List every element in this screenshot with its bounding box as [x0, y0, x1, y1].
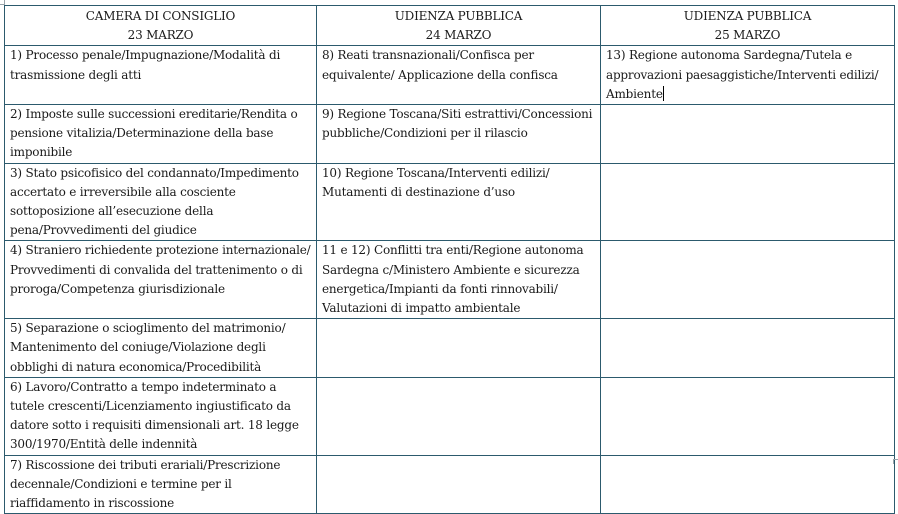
- column-title: UDIENZA PUBBLICA: [683, 9, 812, 23]
- column-title: UDIENZA PUBBLICA: [394, 9, 523, 23]
- table-cell[interactable]: [601, 241, 895, 319]
- column-date: 24 MARZO: [425, 28, 492, 43]
- cell-text: 13) Regione autonoma Sardegna/Tutela e approvazioni paesaggistiche/Interventi edilizi/ Ambiente: [606, 48, 879, 101]
- header-row: [5, 6, 895, 46]
- hearing-schedule-table: [4, 5, 895, 514]
- table-row: [5, 377, 895, 455]
- table-cell[interactable]: 3) Stato psicofisico del condannato/Impedimento accertato e irreversibile alla cosciente sottoposizione all’esecuzione della pena/Provvedimenti del giudice: [5, 163, 317, 241]
- table-cell[interactable]: 2) Imposte sulle successioni ereditarie/Rendita o pensione vitalizia/Determinazione della base imponibile: [5, 105, 317, 164]
- table-cell[interactable]: 1) Processo penale/Impugnazione/Modalità di trasmissione degli atti: [5, 46, 317, 105]
- table-cell[interactable]: 4) Straniero richiedente protezione internazionale/ Provvedimenti di convalida del trattenimento o di proroga/Competenza giurisdizionale: [5, 241, 317, 319]
- table-cell[interactable]: 8) Reati transnazionali/Confisca per equivalente/ Applicazione della confisca: [317, 46, 601, 105]
- table-cell[interactable]: [601, 319, 895, 378]
- table-cell-active[interactable]: [601, 46, 895, 105]
- column-date: 25 MARZO: [714, 28, 781, 43]
- table-resize-handle[interactable]: [893, 459, 898, 464]
- table-cell[interactable]: [601, 163, 895, 241]
- table-cell[interactable]: 5) Separazione o scioglimento del matrimonio/ Mantenimento del coniuge/Violazione degli obblighi di natura economica/Procedibilità: [5, 319, 317, 378]
- column-header-camera-di-consiglio[interactable]: [5, 6, 317, 46]
- column-header-udienza-24[interactable]: [317, 6, 601, 46]
- column-title: CAMERA DI CONSIGLIO: [85, 9, 236, 23]
- column-date: 23 MARZO: [127, 28, 194, 43]
- table-row: [5, 105, 895, 164]
- column-header-udienza-25[interactable]: [601, 6, 895, 46]
- table-cell[interactable]: [601, 105, 895, 164]
- table-cell[interactable]: 9) Regione Toscana/Siti estrattivi/Concessioni pubbliche/Condizioni per il rilascio: [317, 105, 601, 164]
- table-cell[interactable]: 10) Regione Toscana/Interventi edilizi/ Mutamenti di destinazione d’uso: [317, 163, 601, 241]
- table-row: [5, 163, 895, 241]
- table-cell[interactable]: [601, 377, 895, 455]
- table-row: [5, 46, 895, 105]
- table-cell[interactable]: 6) Lavoro/Contratto a tempo indeterminato a tutele crescenti/Licenziamento ingiustificato da datore sotto i requisiti dimensionali art. 18 legge 300/1970/Entità delle indennità: [5, 377, 317, 455]
- table-cell[interactable]: 11 e 12) Conflitti tra enti/Regione autonoma Sardegna c/Ministero Ambiente e sicurezza energetica/Impianti da fonti rinnovabili/ Valutazioni di impatto ambientale: [317, 241, 601, 319]
- text-cursor: [663, 86, 664, 101]
- table-cell[interactable]: [317, 319, 601, 378]
- table-row: [5, 241, 895, 319]
- table-row: [5, 319, 895, 378]
- table-cell[interactable]: 7) Riscossione dei tributi erariali/Prescrizione decennale/Condizioni e termine per il riaffidamento in riscossione: [5, 455, 317, 514]
- table-cell[interactable]: [317, 377, 601, 455]
